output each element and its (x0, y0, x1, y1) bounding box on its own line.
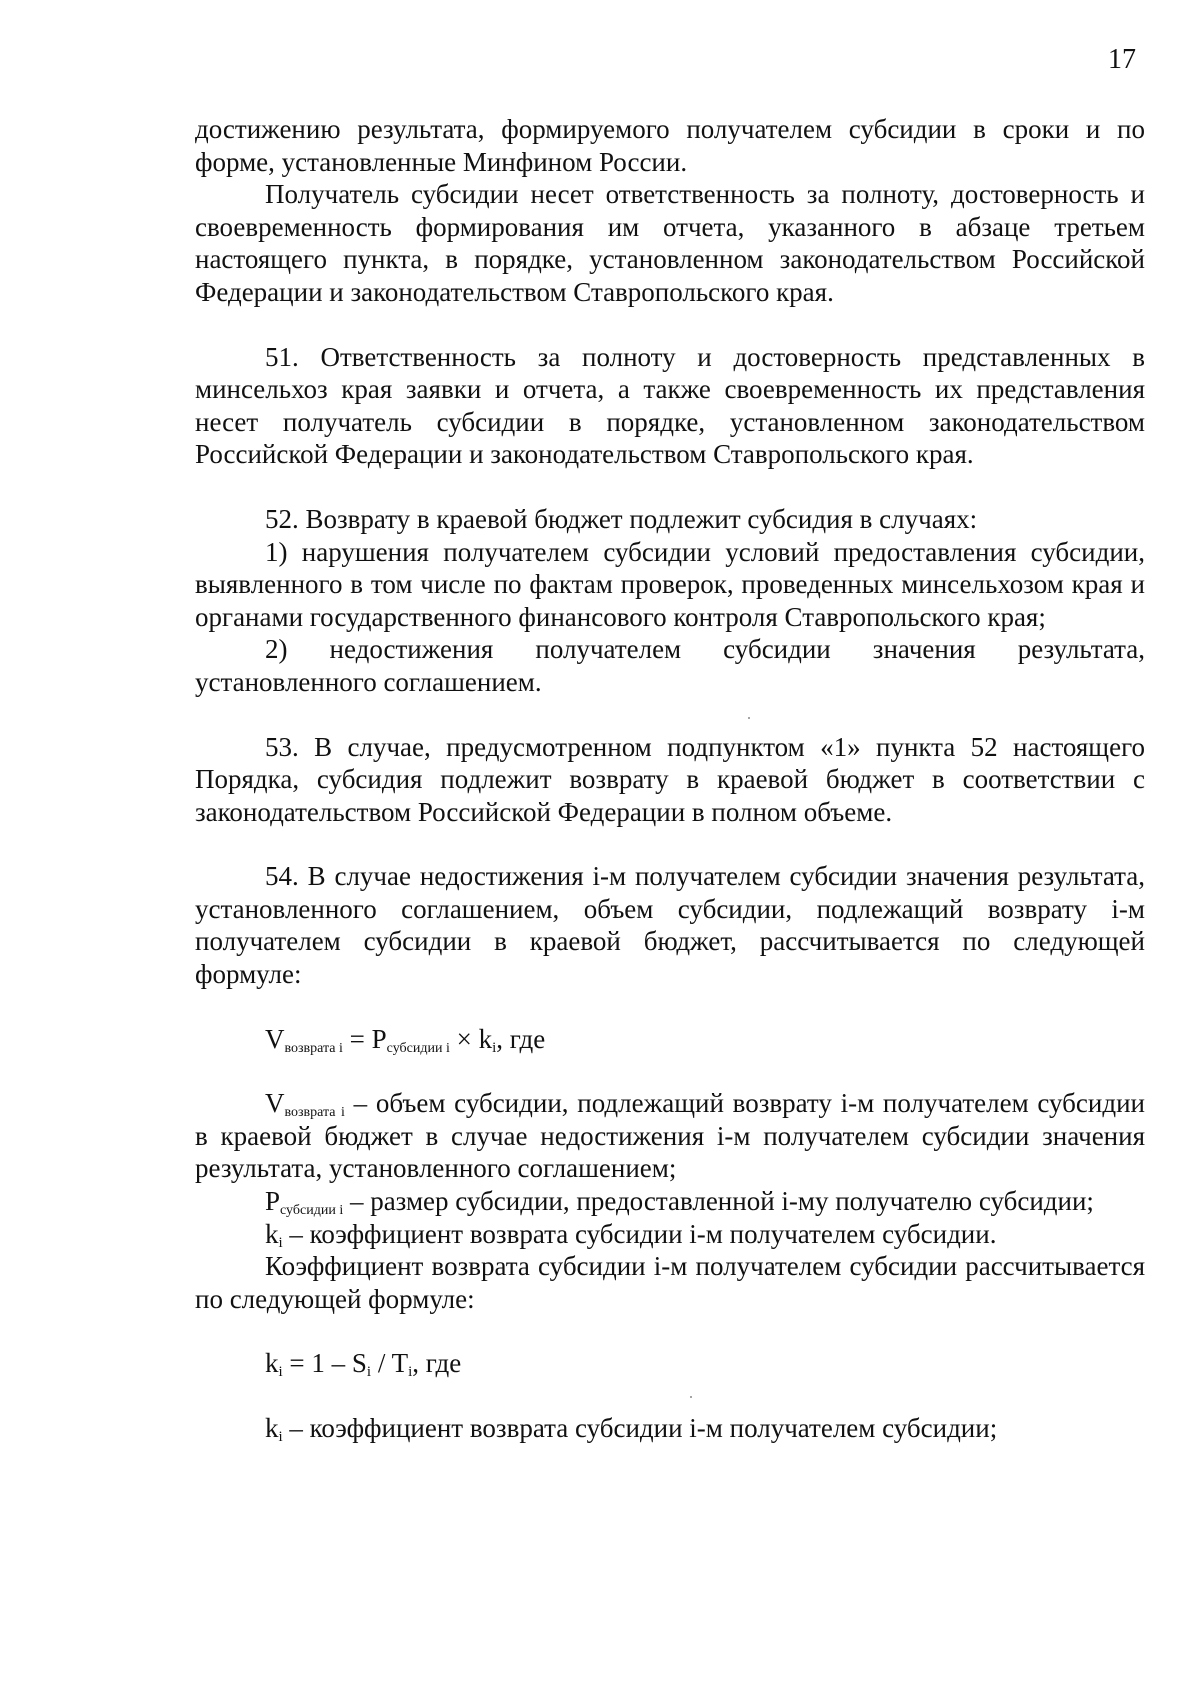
subscript-t: i (408, 1364, 413, 1381)
document-body (195, 113, 1145, 1445)
definition-p-text: – размер субсидии, предоставленной i-му получателю субсидии; (343, 1186, 1094, 1217)
definition-k2-subscript: i (278, 1429, 283, 1445)
definition-v-subscript: возврата i (284, 1105, 345, 1121)
definition-k-symbol: k (265, 1218, 279, 1249)
paragraph-52-item-1: 1) нарушения получателем субсидии условий предоставления субсидии, выявленного в том числе по фактам проверок, проведенных минсельхозом края и органами государственного финансового контроля Ставропольского края; (195, 536, 1145, 632)
scan-speck (690, 1396, 692, 1398)
definition-v-text: – объем субсидии, подлежащий возврату i-м получателем субсидии в краевой бюджет в случае недостижения i-м получателем субсидии значения результата, установленного соглашением; (195, 1088, 1145, 1184)
subscript-k: i (492, 1039, 497, 1056)
symbol-v: V (265, 1023, 285, 1054)
formula-coefficient (195, 1347, 1145, 1380)
paragraph-51: 51. Ответственность за полноту и достоверность представленных в минсельхоз края заявки и отчета, а также своевременность их представления несет получатель субсидии в порядке, установленном законодательством Российской Федерации и законодательством Ставропольского края. (195, 341, 1145, 470)
formula2-div: / T (371, 1348, 409, 1379)
subscript-p: субсидии i (386, 1040, 450, 1056)
formula-return-volume (195, 1023, 1145, 1056)
definition-p (195, 1185, 1145, 1218)
paragraph-54: 54. В случае недостижения i-м получателем субсидии значения результата, установленного соглашением, объем субсидии, подлежащий возврату i-м получателем субсидии в краевой бюджет, рассчитывается по следующей формуле: (195, 861, 1145, 990)
definition-v-symbol: V (265, 1088, 285, 1119)
page-number: 17 (1108, 44, 1136, 75)
definition-p-subscript: субсидии i (280, 1203, 344, 1219)
scan-speck (748, 717, 750, 719)
paragraph-responsibility: Получатель субсидии несет ответственность за полноту, достоверность и своевременность формирования им отчета, указанного в абзаце третьем настоящего пункта, в порядке, установленном законодательством Российской Федерации и законодательством Ставропольского края. (195, 179, 1145, 307)
definition-k2-symbol: k (265, 1413, 279, 1443)
subscript-v: возврата i (284, 1040, 343, 1056)
paragraph-52-item-2: 2) недостижения получателем субсидии значения результата, установленного соглашением. (195, 634, 1145, 697)
definition-p-symbol: P (265, 1186, 281, 1217)
paragraph-52: 52. Возврату в краевой бюджет подлежит субсидия в случаях: (265, 503, 978, 534)
formula2-tail: , где (412, 1348, 462, 1379)
symbol-k: k (265, 1348, 279, 1379)
formula-eq: = (342, 1023, 372, 1054)
formula-tail: , где (496, 1023, 546, 1054)
paragraph-53: 53. В случае, предусмотренном подпунктом «1» пункта 52 настоящего Порядка, субсидия подлежит возврату в краевой бюджет в соответствии с законодательством Российской Федерации в полном объеме. (195, 731, 1145, 827)
definition-k-subscript: i (278, 1234, 283, 1251)
subscript-k2: i (278, 1364, 283, 1381)
paragraph-continuation: достижению результата, формируемого получателем субсидии в сроки и по форме, установленные Минфином России. (195, 114, 1145, 177)
definition-k-text: – коэффициент возврата субсидии i-м получателем субсидии. (282, 1218, 997, 1249)
subscript-s: i (366, 1364, 372, 1381)
formula-mul: × k (449, 1023, 493, 1054)
definition-k (195, 1218, 1145, 1251)
symbol-p: P (371, 1023, 387, 1054)
definition-k2-text: – коэффициент возврата субсидии i-м получателем субсидии; (282, 1413, 998, 1443)
definition-v (195, 1087, 1145, 1185)
formula2-mid: = 1 – S (282, 1348, 367, 1379)
definition-k-2 (195, 1412, 1145, 1445)
coefficient-intro: Коэффициент возврата субсидии i-м получателем субсидии рассчитывается по следующей формуле: (195, 1251, 1145, 1314)
